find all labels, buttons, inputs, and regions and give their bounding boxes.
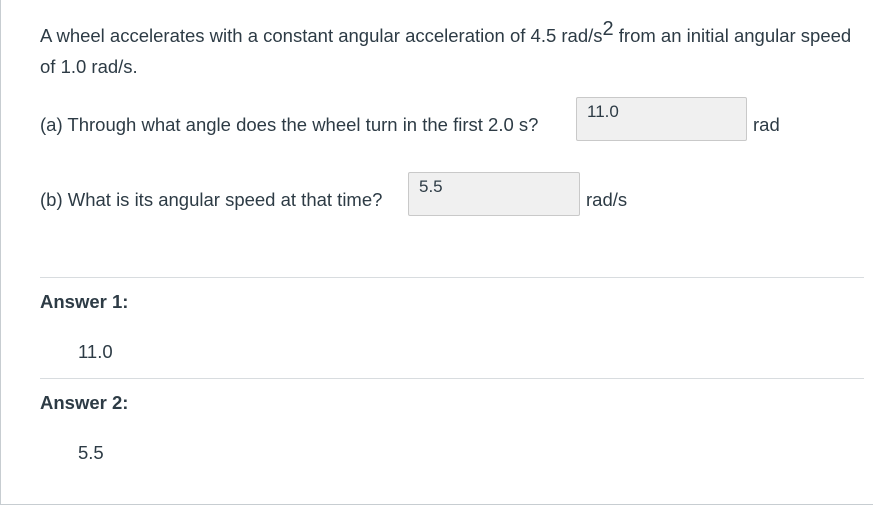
part-a-answer-value: 11.0 [587,102,619,121]
part-b-answer-value: 5.5 [419,177,443,196]
part-b-answer-field[interactable] [408,172,580,216]
divider [40,378,864,379]
answer-1-label: Answer 1: [40,291,129,312]
part-a-unit: rad [753,114,780,135]
answer-1-value: 11.0 [78,341,113,362]
question-exponent: 2 [602,18,614,40]
question-text [40,20,860,82]
part-b-unit: rad/s [586,189,628,210]
divider [40,277,864,278]
part-a-prompt: (a) Through what angle does the wheel turn in the first 2.0 s? [40,114,539,135]
answer-2-value: 5.5 [78,442,104,463]
part-a-answer-field[interactable] [576,97,747,141]
question-text-rest: from an initial angular speed of 1.0 rad/s. [40,25,852,77]
answer-2-label: Answer 2: [40,392,129,413]
question-text-main: A wheel accelerates with a constant angular acceleration of 4.5 rad/s [40,25,603,46]
part-b-prompt: (b) What is its angular speed at that time? [40,189,383,210]
